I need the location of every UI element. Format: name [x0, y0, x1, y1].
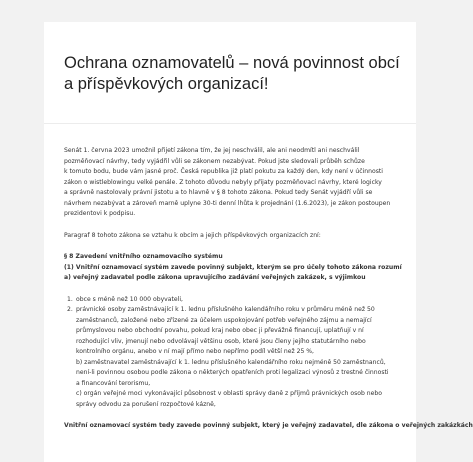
- list-item-line: zaměstnanců, založené nebo zřízené za účelem uspokojování potřeb veřejného zájmu a nemající: [76, 316, 372, 324]
- intro-line: návrhem nezabývat a zároveň marně uplyne 30-ti denní lhůta k projednání (1.6.2023), je zákon postoupen: [64, 199, 391, 207]
- intro-line: prezidentovi k podpisu.: [64, 210, 136, 217]
- article-card: [44, 22, 473, 462]
- section-heading: § 8 Zavedení vnitřního oznamovacího systému: [64, 253, 223, 260]
- sub-clause-line: není-li povinnou osobou podle zákona o některých opatřeních proti legalizaci výnosů z trestné činnosti: [76, 369, 389, 376]
- title-line: a příspěvkových organizací!: [64, 75, 269, 94]
- intro-line: zákon o wistleblowingu velké penále. Z tohoto důvodu nebyly přijaty pozměňovací návrhy, které logicky: [64, 178, 382, 186]
- list-number: 2.: [67, 306, 73, 313]
- list-number: 1.: [67, 295, 73, 303]
- title-line: Ochrana oznamovatelů – nová povinnost obcí: [64, 54, 400, 73]
- list-item: [64, 305, 406, 358]
- section-block: [64, 252, 406, 284]
- title-divider: [44, 123, 416, 124]
- intro-line: Senát 1. června 2023 umožnil přijetí zákona tím, že jej neschválil, ale ani neodmítl ani neschválil: [64, 147, 360, 154]
- cutoff-paragraph: Vnitřní oznamovací systém tedy zavede povinný subjekt, který je veřejný zadavatel, dle zákona o veřejných zakázkách: [64, 422, 473, 429]
- sub-clauses: [64, 358, 406, 411]
- exception-list: [64, 295, 406, 358]
- list-item-line: kontrolního orgánu, anebo v ní mají přímo nebo nepřímo podíl větší než 25 %,: [76, 348, 314, 355]
- sub-clause-line: c) orgán veřejné moci vykonávající působnost v oblasti správy daně z příjmů právnických osob nebo: [76, 390, 383, 397]
- article-title: [64, 53, 404, 95]
- list-item: [64, 295, 406, 306]
- intro-line: a správně nastolovaly právní jistotu a to hlavně v § 8 tohoto zákona. Pokud tedy Senát vyjádří vůli se: [64, 189, 373, 196]
- section-clause-a: a) veřejný zadavatel podle zákona upravujícího zadávání veřejných zakázek, s výjimkou: [64, 274, 366, 281]
- sub-clause-line: správy odvodu za porušení rozpočtové kázně,: [76, 400, 216, 408]
- list-item-line: průmyslovou nebo obchodní povahu, pokud kraj nebo obec ji převážně financují, uplatňují v ní: [76, 327, 364, 334]
- paragraph-intro: Paragraf 8 tohoto zákona se vztahu k obcím a jejich příspěvkových organizacích zní:: [64, 231, 321, 239]
- sub-clause-line: a financování terorismu,: [76, 379, 151, 387]
- list-item-line: rozhodující vliv, jmenují nebo odvolávají většinu osob, které jsou členy jejího statutárního nebo: [76, 337, 366, 345]
- list-item-line: obce s méně než 10 000 obyvateli,: [76, 295, 183, 303]
- section-clause-1: (1) Vnitřní oznamovací systém zavede povinný subjekt, kterým se pro účely tohoto zákona rozumí: [64, 263, 402, 271]
- sub-clause-line: b) zaměstnavatel zaměstnávající k 1. lednu příslušného kalendářního roku nejméně 50 zaměstnanců,: [76, 358, 386, 366]
- intro-line: k tomuto bodu, bude vám jasné proč. Česká republika již platí pokutu za každý den, kdy není v účinnosti: [64, 168, 383, 175]
- list-item-line: právnické osoby zaměstnávající k 1. lednu příslušného kalendářního roku v průměru méně než 50: [76, 306, 375, 313]
- intro-line: pozměňovací návrhy, tedy vyjádřil vůli se zákonem nezabývat. Pokud jste sledovali průběh schůze: [64, 157, 365, 165]
- article-body: [64, 146, 473, 432]
- intro-paragraph: [64, 146, 406, 220]
